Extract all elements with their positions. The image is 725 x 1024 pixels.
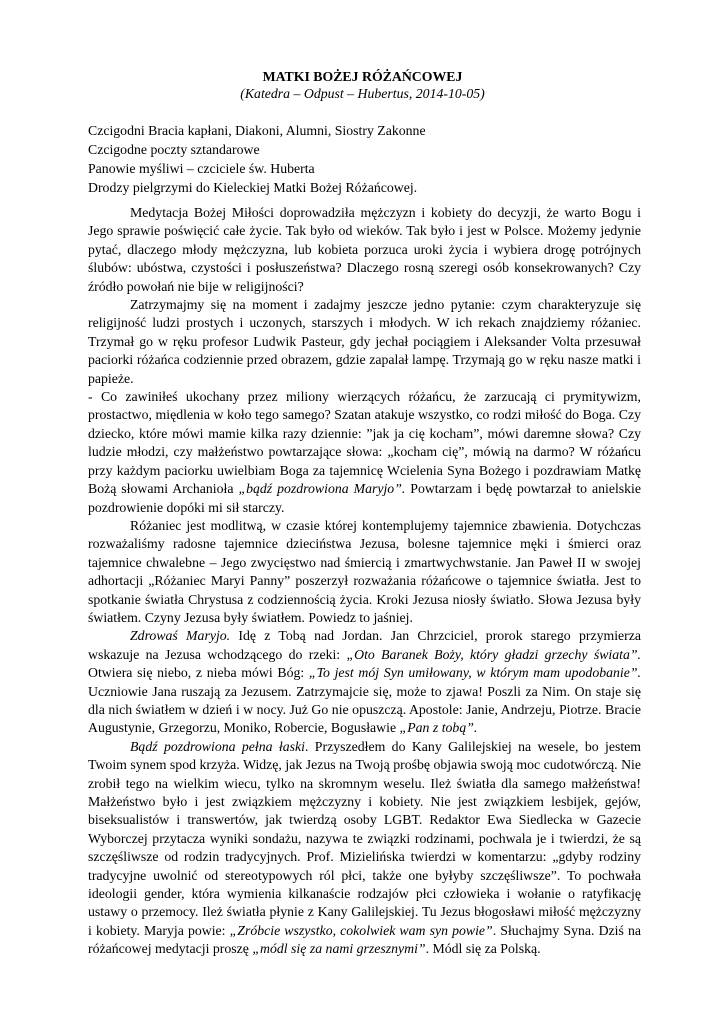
salutation-line: Czcigodni Bracia kapłani, Diakoni, Alumni, Siostry Zakonne (88, 123, 426, 138)
page-subtitle: (Katedra – Odpust – Hubertus, 2014-10-05) (240, 86, 485, 101)
page-title: MATKI BOŻEJ RÓŻAŃCOWEJ (262, 69, 463, 84)
archangel-greeting-quote: „bądź pozdrowiona Maryjo”. (238, 481, 406, 497)
baptism-quote-2: „To jest mój Syn umiłowany, w którym mam upodobanie”. (308, 665, 641, 681)
paragraph-5-text-a: Idę z Tobą nad Jordan. Jan Chrzciciel, prorok starego przymierza wskazuje na Jezusa wchodzącego do rzeki: (88, 628, 642, 662)
salutation-line: Czcigodne poczty sztandarowe (88, 142, 260, 157)
paragraph-5 (88, 627, 641, 737)
cana-quote: „Zróbcie wszystko, cokolwiek wam syn powie” (229, 922, 493, 938)
salutation-line: Drodzy pielgrzymi do Kieleckiej Matki Bożej Różańcowej. (88, 180, 418, 195)
salutation-line: Panowie myśliwi – czciciele św. Huberta (88, 161, 315, 176)
paragraph-4: Różaniec jest modlitwą, w czasie której kontemplujemy tajemnice zbawienia. Dotychczas rozważaliśmy radosne tajemnice dzieciństwa Jezusa, bolesne tajemnice męki i śmierci oraz tajemnice chwalebne – Jego zwycięstwo nad śmiercią i zmartwychwstanie. Jan Paweł II w swojej adhortacji „Różaniec Maryi Panny” poszerzył rozważania różańcowe o tajemnice światła. Jest to spotkanie światła Chrystusa z codziennością życia. Kroki Jezusa niosły światło. Słowa Jezusa były światłem. Czyny Jezusa były światłem. Powiedz to jaśniej. (88, 517, 641, 625)
homily-body (88, 204, 641, 959)
prayer-quote: „módl się za nami grzesznymi” (252, 941, 426, 957)
paragraph-6-text-a: . Przyszedłem do Kany Galilejskiej na wesele, bo jestem Twoim synem spod krzyża. Widzę, jak Jezus na Twoją prośbę objawia swoją moc cudotwórczą. Nie zrobił tego na wielkim wiecu, tylko na skromnym weselu. Ileż światła dla samego małżeństwa! Małżeństwo było i jest związkiem mężczyzny i kobiety. Nie jest związkiem lesbijek, gejów, biseksualistów i transwertów, jak twierdzą osoby LGBT. Redaktor Ewa Siedlecka w Gazecie Wyborczej przytacza wyniki sondażu, nazywa te związki rodzinami, pochwala je i twierdzi, że są szczęśliwsze od rodzin tradycyjnych. Prof. Mizielińska twierdzi w komentarzu: „gdyby rodziny tradycyjne uwolnić od stereotypowych ról płci, także one byłyby szczęśliwsze”. To pochwała ideologii gender, która wymienia kilkanaście rodzajów płci człowieka i wołanie o ratyfikację ustawy o przemocy. Ileż światła płynie z Kany Galilejskiej. Tu Jezus błogosławi miłość mężczyzny i kobiety. Maryja powie: (88, 738, 642, 938)
paragraph-3-text-a: - Co zawiniłeś ukochany przez miliony wierzących różańcu, że zarzucają ci prymitywizm, prostactwo, międlenia w koło tego samego? Szatan atakuje wszystko, co rodzi miłość do Boga. Czy dziecko, które mówi mamie kilka razy dziennie: ”jak ja cię kocham”, mówi daremne słowa? Czy ludzie młodzi, czy małżeństwo powtarzające słowa: „kocham cię”, mówią na darmo? W różańcu przy każdym paciorku uwielbiam Boga za tajemnicę Wcielenia Syna Bożego i pozdrawiam Matkę Bożą słowami Archanioła (88, 389, 641, 497)
salutation-block (88, 121, 648, 197)
paragraph-5-lead: Zdrowaś Maryjo. (130, 628, 231, 644)
paragraph-3-text-b: Powtarzam i będę powtarzał to anielskie pozdrowienie dopóki mi sił starczy. (88, 481, 642, 515)
paragraph-2: Zatrzymajmy się na moment i zadajmy jeszcze jedno pytanie: czym charakteryzuje się religijność ludzi prostych i uczonych, starszych i młodych. W ich rekach znajdziemy różaniec. Trzymał go w ręku profesor Ludwik Pasteur, gdy jechał pociągiem i Aleksander Volta przesuwał paciorki różańca codziennie przed obrazem, gdzie zapalał lampę. Trzymają go w ręku nasze matki i papieże. (88, 297, 641, 386)
paragraph-6 (88, 738, 641, 959)
paragraph-6-text-b: . Słuchajmy Syna. Dziś na różańcowej medytacji proszę (88, 922, 641, 957)
baptism-quote-3: „Pan z tobą”. (399, 720, 478, 736)
paragraph-1: Medytacja Bożej Miłości doprowadziła mężczyzn i kobiety do decyzji, że warto Bogu i Jego sprawie poświęcić całe życie. Tak było od wieków. Tak było i jest w Polsce. Możemy jedynie pytać, dlaczego młody mężczyzna, lub kobieta porzuca uroki życia i wybiera drogę potrójnych ślubów: ubóstwa, czystości i posłuszeństwa? Dlaczego rosną szeregi osób konsekrowanych? Czy źródło powołań nie bije w religijności? (88, 205, 641, 294)
paragraph-6-text-c: . Módl się za Polską. (425, 941, 541, 957)
paragraph-5-text-b: Otwiera się niebo, z nieba mówi Bóg: (88, 665, 305, 681)
paragraph-3 (88, 388, 641, 517)
baptism-quote-1: „Oto Baranek Boży, który gładzi grzechy świata”. (346, 646, 642, 662)
paragraph-5-text-c: Uczniowie Jana ruszają za Jezusem. Zatrzymajcie się, może to zjawa! Poszli za Nim. On staje się dla nich światłem w dzień i w nocy. Już Go nie opuszczą. Apostole: Janie, Andrzeju, Piotrze. Bracie Augustynie, Grzegorzu, Moniko, Robercie, Bogusławie (88, 683, 641, 736)
paragraph-6-lead: Bądź pozdrowiona pełna łaski (130, 738, 305, 754)
